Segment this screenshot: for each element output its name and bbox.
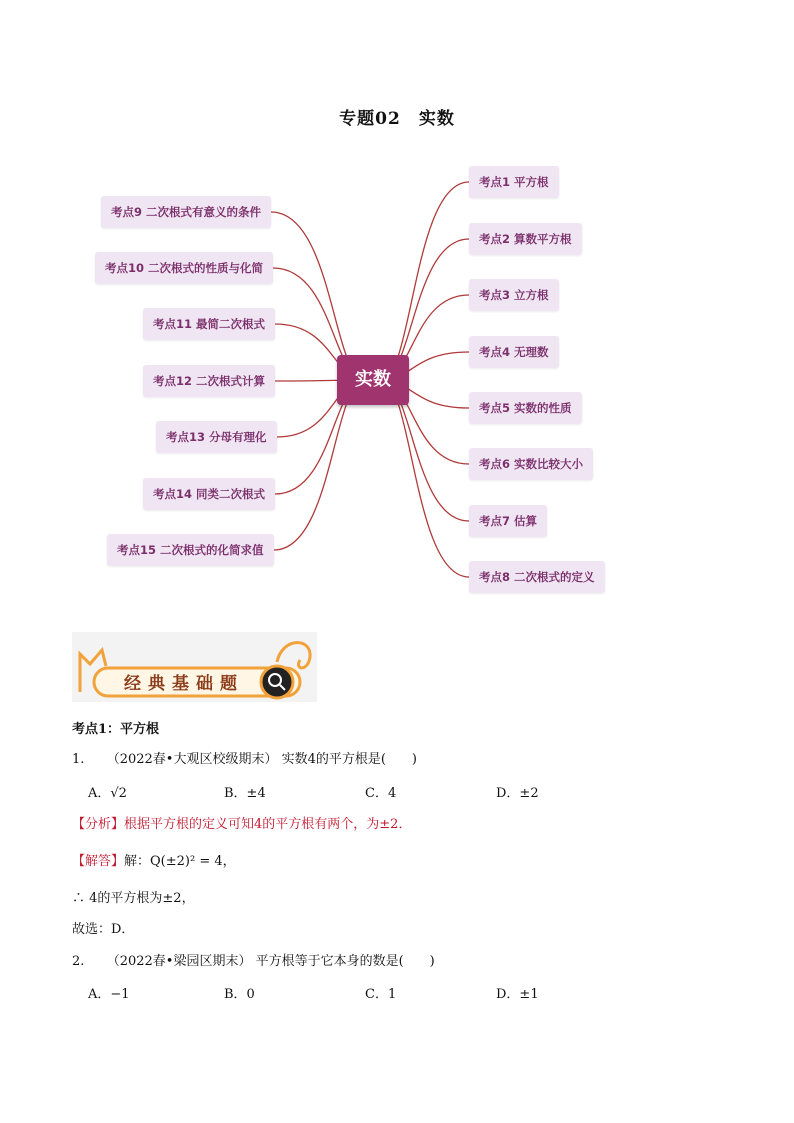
option-d: D．±1	[496, 987, 539, 1002]
question-2-options	[88, 983, 588, 1003]
answer	[72, 850, 236, 869]
question-number: 1.	[72, 752, 85, 767]
mindmap-node-4: 考点4 无理数	[469, 336, 559, 368]
question-1	[72, 748, 417, 767]
mindmap-connector-8	[381, 380, 469, 577]
option-a: A．√2	[88, 786, 127, 801]
mindmap-node-3: 考点3 立方根	[469, 279, 559, 311]
answer-choice: 故选：D．	[72, 922, 135, 937]
answer-text: 解：Q(±2)² = 4，	[124, 854, 236, 869]
analysis-tag: 【分析】	[72, 817, 125, 832]
page-title: 专题02 实数	[339, 109, 455, 129]
mindmap-center: 实数	[337, 355, 409, 405]
option-c: C．1	[365, 987, 397, 1002]
mindmap-node-11: 考点11 最简二次根式	[143, 308, 275, 340]
question-number: 2.	[72, 954, 85, 969]
question-text: 平方根等于它本身的数是( )	[255, 954, 435, 969]
banner-text: 经典基础题	[124, 674, 244, 694]
mindmap-node-12: 考点12 二次根式计算	[143, 365, 275, 397]
option-d: D．±2	[496, 786, 539, 801]
mindmap-node-15: 考点15 二次根式的化简求值	[107, 534, 274, 566]
section-title: 考点1：平方根	[72, 722, 160, 737]
question-text: 实数4的平方根是( )	[281, 752, 418, 767]
mindmap-node-1: 考点1 平方根	[469, 166, 559, 198]
analysis	[72, 813, 411, 832]
answer-tag: 【解答】	[72, 854, 125, 869]
mindmap-node-9: 考点9 二次根式有意义的条件	[101, 196, 271, 228]
question-2	[72, 950, 435, 969]
answer-step: ∴ 4的平方根为±2，	[72, 891, 195, 906]
mindmap-node-14: 考点14 同类二次根式	[143, 478, 275, 510]
mindmap-node-7: 考点7 估算	[469, 505, 547, 537]
mindmap-connector-1	[381, 182, 469, 380]
mindmap-node-10: 考点10 二次根式的性质与化简	[95, 252, 273, 284]
analysis-text: 根据平方根的定义可知4的平方根有两个，为±2．	[124, 817, 412, 832]
option-b: B．0	[224, 987, 255, 1002]
mindmap-node-8: 考点8 二次根式的定义	[469, 561, 605, 593]
mindmap-node-6: 考点6 实数比较大小	[469, 448, 593, 480]
mindmap-node-13: 考点13 分母有理化	[156, 421, 277, 453]
mindmap-node-5: 考点5 实数的性质	[469, 392, 582, 424]
fox-banner-icon	[72, 632, 317, 702]
option-a: A．−1	[88, 987, 130, 1002]
section-banner	[72, 632, 317, 702]
option-c: C．4	[365, 786, 397, 801]
question-source: （2022春•梁园区期末）	[106, 954, 252, 969]
question-source: （2022春•大观区校级期末）	[106, 752, 278, 767]
option-b: B．±4	[224, 786, 266, 801]
mindmap-connector-15	[274, 380, 365, 550]
mindmap-node-2: 考点2 算数平方根	[469, 223, 582, 255]
question-1-options	[88, 782, 588, 802]
